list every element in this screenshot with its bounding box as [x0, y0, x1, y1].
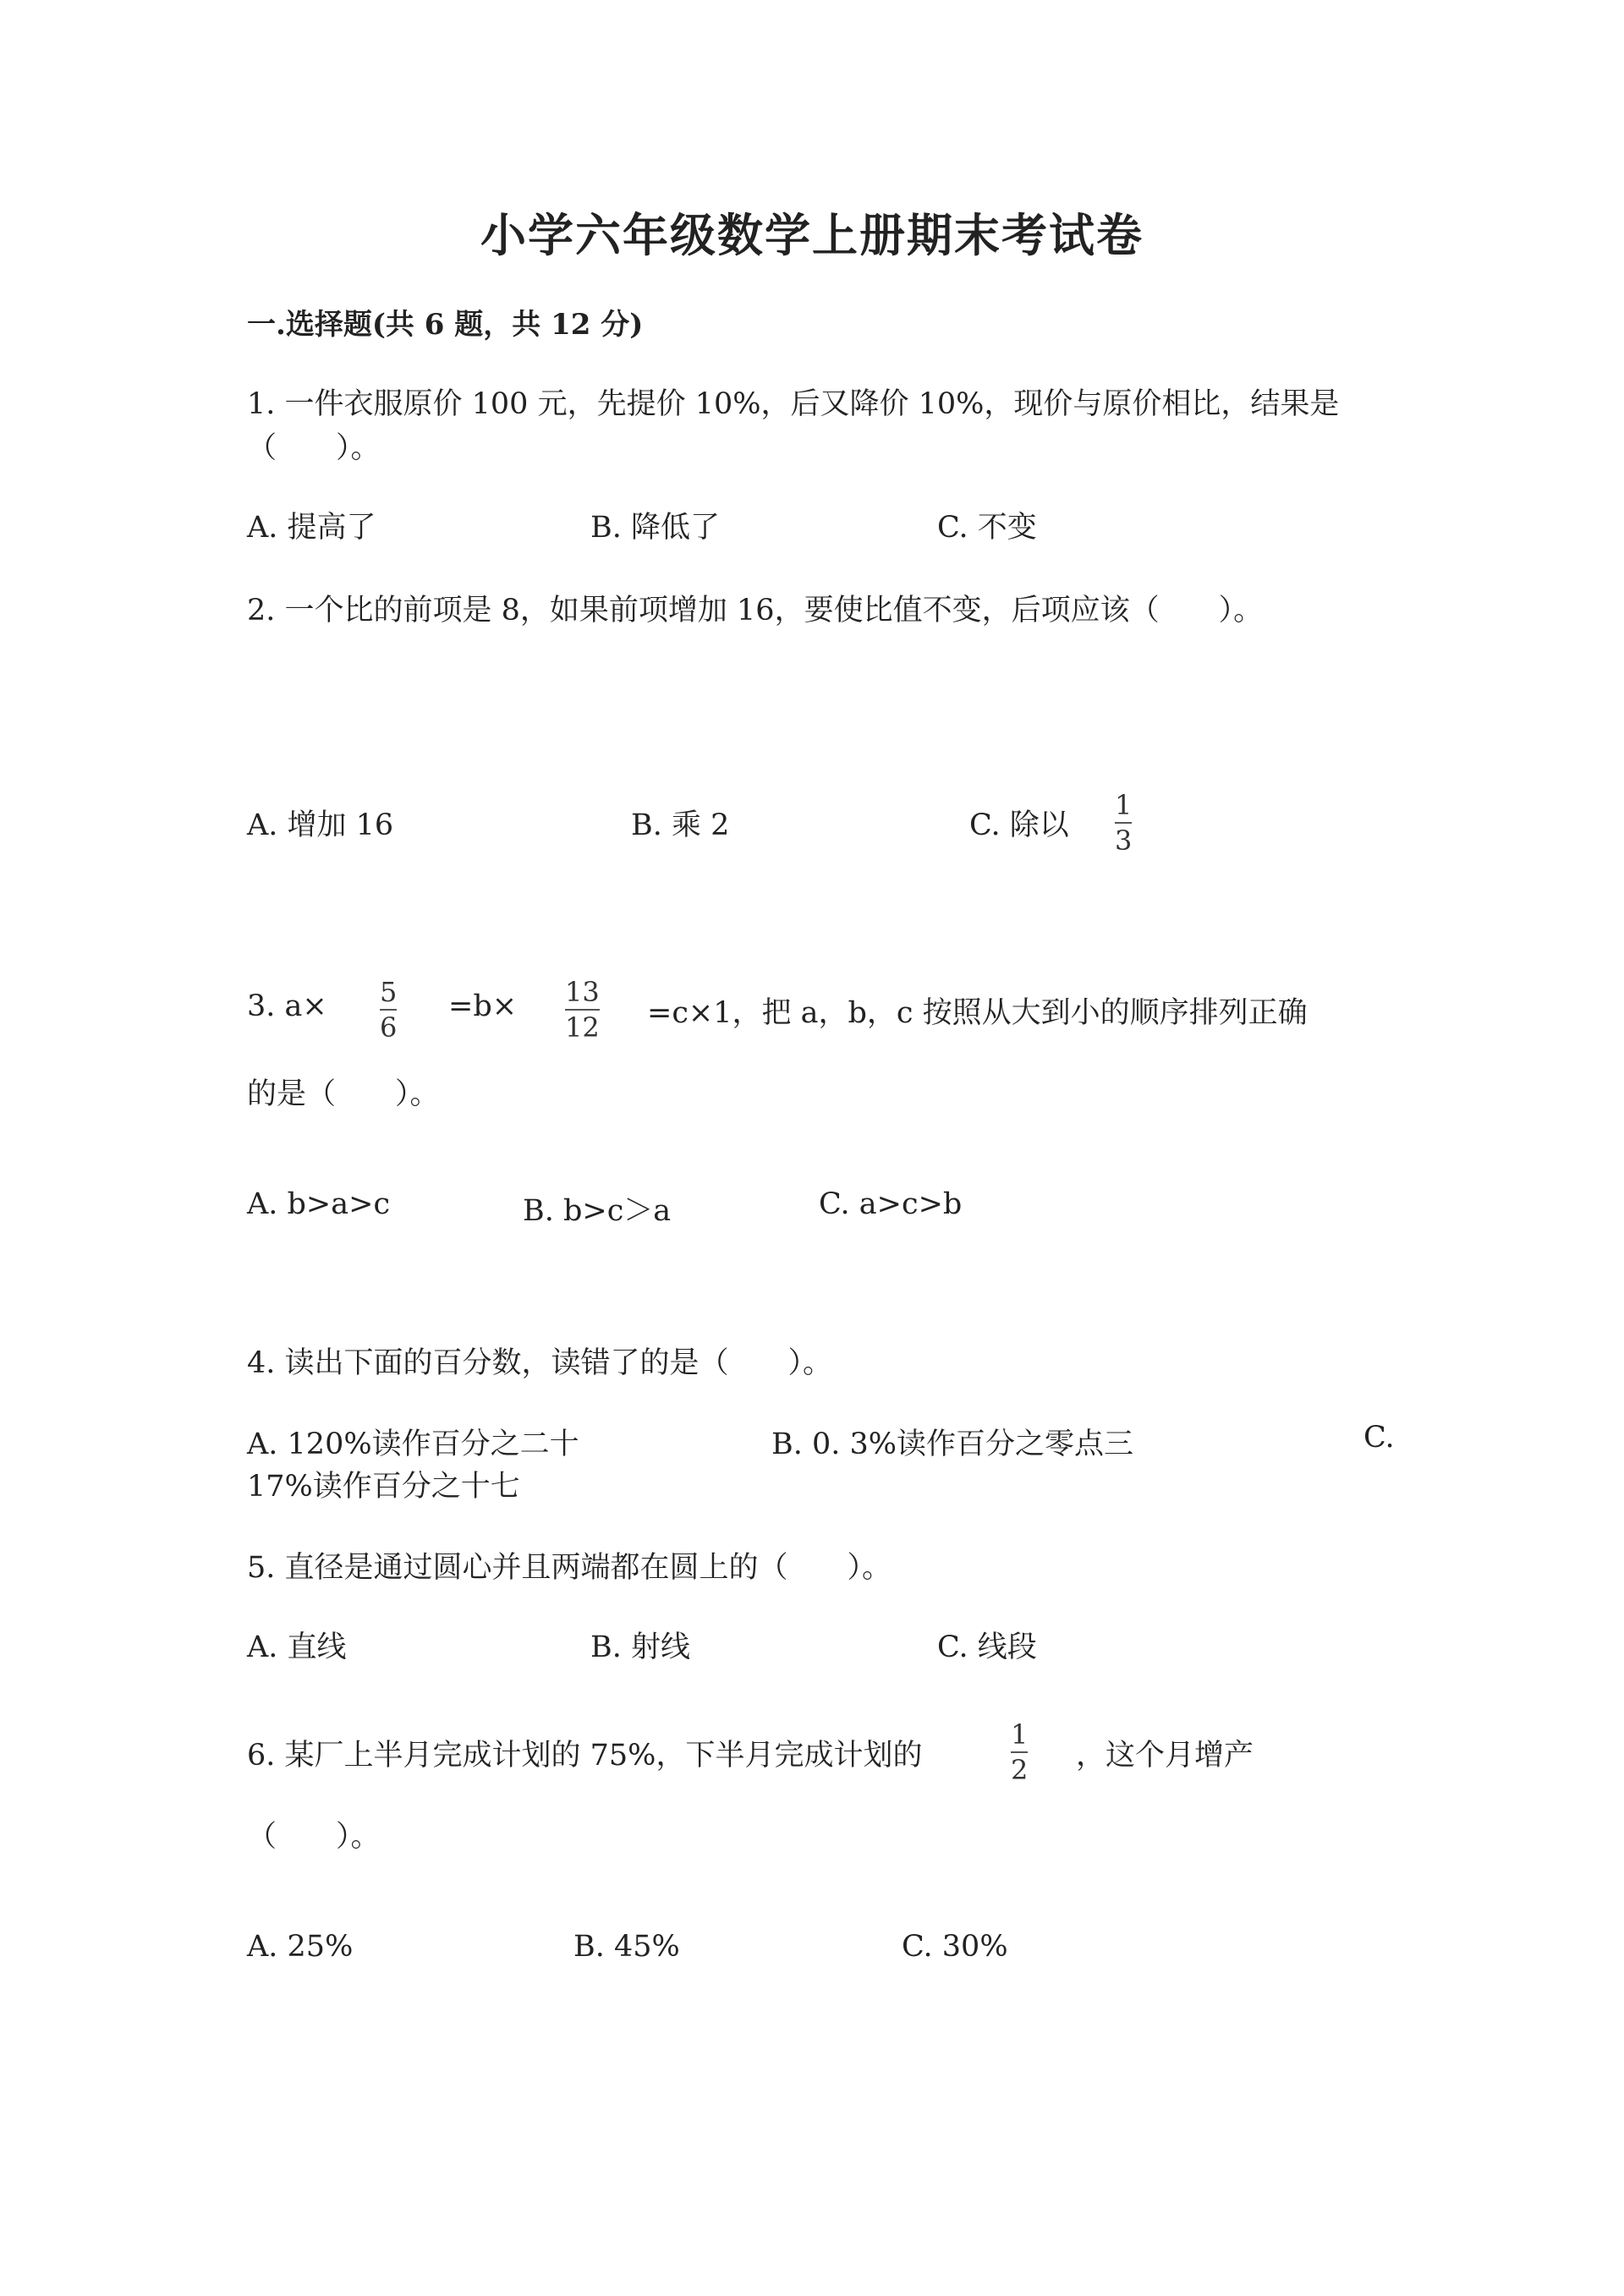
fraction-bar	[380, 1009, 397, 1011]
question-6-part-2: ，这个月增产	[1076, 1739, 1254, 1773]
question-3-option-b[interactable]: B. b>c＞a	[523, 1194, 672, 1228]
fraction-one-half	[1011, 1718, 1029, 1786]
question-3-blank: 的是（ ）。	[247, 1077, 440, 1111]
question-2-option-b[interactable]: B. 乘 2	[631, 808, 730, 842]
section-heading: 一.选择题(共 6 题，共 12 分)	[247, 308, 644, 342]
fraction-bar	[565, 1009, 600, 1011]
question-3-option-a[interactable]: A. b>a>c	[247, 1187, 391, 1221]
question-1-option-c[interactable]: C. 不变	[937, 511, 1037, 545]
question-4-option-c-label[interactable]: C.	[1363, 1421, 1395, 1455]
question-1-blank: （ ）。	[247, 431, 381, 465]
fraction-denominator: 2	[1011, 1754, 1029, 1786]
fraction-five-sixths	[380, 976, 398, 1044]
question-1-option-a[interactable]: A. 提高了	[247, 511, 376, 545]
fraction-numerator: 5	[380, 976, 398, 1008]
fraction-denominator: 12	[565, 1011, 600, 1044]
fraction-numerator: 13	[565, 976, 600, 1008]
question-4-text: 4. 读出下面的百分数，读错了的是（ ）。	[247, 1346, 833, 1380]
question-5-option-c[interactable]: C. 线段	[937, 1630, 1037, 1664]
fraction-numerator: 1	[1115, 789, 1133, 821]
fraction-numerator: 1	[1011, 1718, 1029, 1751]
question-5-text: 5. 直径是通过圆心并且两端都在圆上的（ ）。	[247, 1551, 892, 1585]
fraction-bar	[1011, 1751, 1028, 1753]
question-5-option-a[interactable]: A. 直线	[247, 1630, 347, 1664]
fraction-denominator: 6	[380, 1011, 398, 1044]
fraction-denominator: 3	[1115, 825, 1133, 857]
question-6-option-b[interactable]: B. 45%	[573, 1930, 680, 1964]
fraction-bar	[1115, 822, 1132, 824]
question-6-part-1: 6. 某厂上半月完成计划的 75%，下半月完成计划的	[247, 1739, 923, 1773]
question-4-option-c-text[interactable]: 17%读作百分之十七	[247, 1470, 520, 1504]
question-3-part-1: 3. a×	[247, 989, 327, 1023]
page-title: 小学六年级数学上册期末考试卷	[480, 208, 1144, 262]
fraction-one-third	[1115, 789, 1133, 857]
question-6-option-c[interactable]: C. 30%	[902, 1930, 1008, 1964]
question-2-text: 2. 一个比的前项是 8，如果前项增加 16，要使比值不变，后项应该（ ）。	[247, 594, 1264, 627]
fraction-thirteen-twelfths	[565, 976, 600, 1044]
question-3-part-2: =b×	[448, 989, 518, 1023]
question-2-option-c[interactable]: C. 除以	[969, 808, 1069, 842]
question-3-option-c[interactable]: C. a>c>b	[819, 1187, 963, 1221]
question-5-option-b[interactable]: B. 射线	[590, 1630, 690, 1664]
question-6-blank: （ ）。	[247, 1820, 381, 1854]
question-2-option-a[interactable]: A. 增加 16	[247, 808, 394, 842]
question-6-option-a[interactable]: A. 25%	[247, 1930, 354, 1964]
question-4-option-a[interactable]: A. 120%读作百分之二十	[247, 1427, 579, 1461]
question-1-option-b[interactable]: B. 降低了	[590, 511, 720, 545]
question-4-option-b[interactable]: B. 0. 3%读作百分之零点三	[771, 1427, 1134, 1461]
question-1-text: 1. 一件衣服原价 100 元，先提价 10%，后又降价 10%，现价与原价相比，结果是	[247, 387, 1340, 421]
question-3-part-3: =c×1，把 a，b，c 按照从大到小的顺序排列正确	[647, 996, 1308, 1030]
